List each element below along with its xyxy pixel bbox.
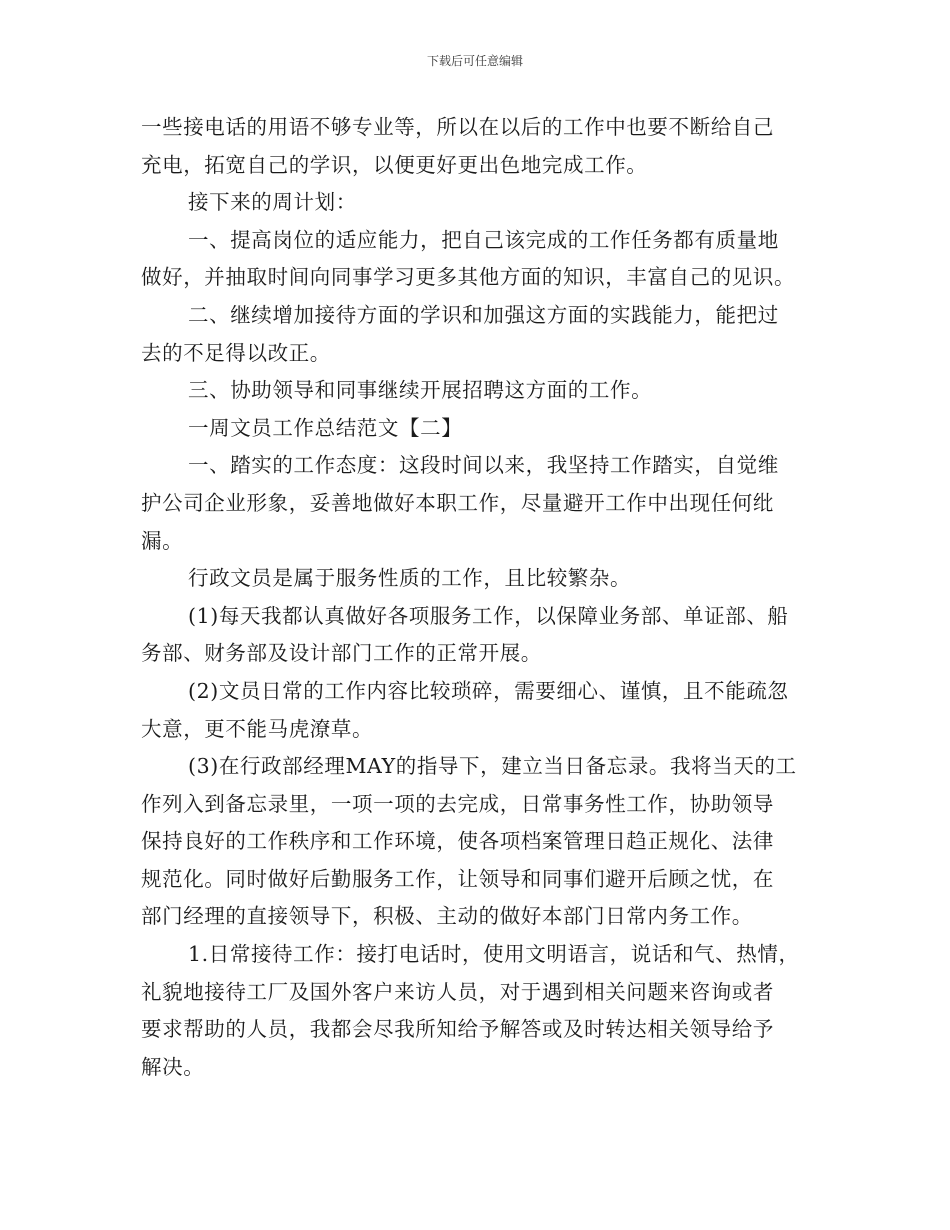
text-line: (1)每天我都认真做好各项服务工作，以保障业务部、单证部、船: [188, 603, 789, 628]
page-header: 下载后可任意编辑: [426, 54, 523, 68]
text-line: 护公司企业形象，妥善地做好本职工作，尽量避开工作中出现任何纰: [141, 490, 774, 515]
text-line: 漏。: [141, 528, 184, 553]
text-line: 要求帮助的人员，我都会尽我所知给予解答或及时转达相关领导给予: [141, 1017, 774, 1042]
text-line: 行政文员是属于服务性质的工作，且比较繁杂。: [188, 566, 632, 591]
text-line: 充电，拓宽自己的学识，以便更好更出色地完成工作。: [141, 152, 648, 177]
text-line: 部门经理的直接领导下，积极、主动的做好本部门日常内务工作。: [141, 904, 753, 929]
text-line: 大意，更不能马虎潦草。: [141, 716, 374, 741]
text-line: 三、协助领导和同事继续开展招聘这方面的工作。: [188, 378, 653, 403]
document-body: [141, 109, 809, 1086]
text-line: 去的不足得以改正。: [141, 340, 331, 365]
text-line: (3)在行政部经理MAY的指导下，建立当日备忘录。我将当天的工: [188, 754, 797, 779]
text-line: 接下来的周计划：: [188, 190, 357, 215]
text-line: 一周文员工作总结范文【二】: [188, 415, 463, 440]
text-line: 务部、财务部及设计部门工作的正常开展。: [141, 641, 542, 666]
text-line: 规范化。同时做好后勤服务工作，让领导和同事们避开后顾之忧，在: [141, 866, 774, 891]
text-line: 作列入到备忘录里，一项一项的去完成，日常事务性工作，协助领导: [141, 791, 774, 816]
text-line: (2)文员日常的工作内容比较琐碎，需要细心、谨慎，且不能疏忽: [188, 678, 789, 703]
text-line: 一些接电话的用语不够专业等，所以在以后的工作中也要不断给自己: [141, 115, 774, 139]
text-line: 做好，并抽取时间向同事学习更多其他方面的知识，丰富自己的见识。: [141, 265, 796, 290]
text-line: 一、踏实的工作态度：这段时间以来，我坚持工作踏实，自觉维: [188, 453, 779, 478]
text-line: 解决。: [141, 1054, 205, 1079]
text-line: 1.日常接待工作：接打电话时，使用文明语言，说话和气、热情，: [188, 942, 800, 967]
text-line: 保持良好的工作秩序和工作环境，使各项档案管理日趋正规化、法律: [141, 829, 774, 854]
text-line: 一、提高岗位的适应能力，把自己该完成的工作任务都有质量地: [188, 227, 779, 252]
text-line: 礼貌地接待工厂及国外客户来访人员，对于遇到相关问题来咨询或者: [141, 979, 774, 1004]
text-line: 二、继续增加接待方面的学识和加强这方面的实践能力，能把过: [188, 302, 779, 327]
